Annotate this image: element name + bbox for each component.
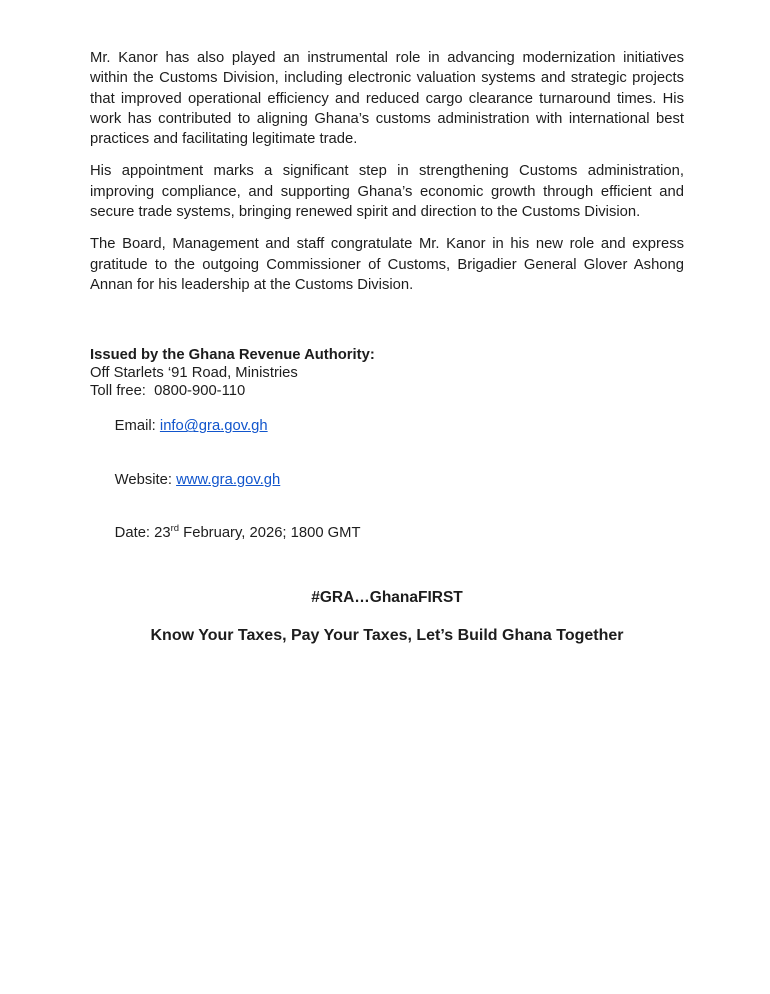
date-prefix: Date: 23 bbox=[114, 525, 171, 542]
email-line bbox=[90, 401, 684, 454]
issuer-heading: Issued by the Ghana Revenue Authority: bbox=[90, 347, 375, 364]
slogan-line: Know Your Taxes, Pay Your Taxes, Let’s Build Ghana Together bbox=[150, 626, 624, 644]
body-paragraph-2: His appointment marks a significant step in strengthening Customs administration, improving compliance, and supporting Ghana’s economic growth through efficient and secure trade systems, bringing renewed spirit and direction to the Customs Division. bbox=[90, 163, 684, 221]
email-link[interactable]: info@gra.gov.gh bbox=[159, 418, 268, 435]
date-suffix: February, 2026; 1800 GMT bbox=[179, 525, 361, 542]
website-link[interactable]: www.gra.gov.gh bbox=[176, 471, 281, 488]
date-ordinal: rd bbox=[170, 523, 180, 535]
toll-free-line: Toll free: 0800-900-110 bbox=[90, 382, 246, 399]
body-paragraph-3: The Board, Management and staff congratulate Mr. Kanor in his new role and express gratitude to the outgoing Commissioner of Customs, Brigadier General Glover Ashong Annan for his leadership at the Customs Division. bbox=[90, 236, 684, 293]
website-line bbox=[90, 454, 684, 507]
hashtag-line: #GRA…GhanaFIRST bbox=[311, 588, 463, 606]
body-paragraph-1: Mr. Kanor has also played an instrumental role in advancing modernization initiatives within the Customs Division, including electronic valuation systems and strategic projects that improved operational efficiency and reduced cargo clearance turnaround times. His work has contributed to aligning Ghana’s customs administration with international best practices and facilitating legitimate trade. bbox=[90, 50, 684, 148]
email-label: Email: bbox=[114, 418, 160, 435]
issuer-address: Off Starlets ‘91 Road, Ministries bbox=[90, 365, 298, 382]
date-line bbox=[90, 507, 684, 560]
issuer-block bbox=[90, 347, 684, 561]
website-label: Website: bbox=[114, 471, 177, 488]
